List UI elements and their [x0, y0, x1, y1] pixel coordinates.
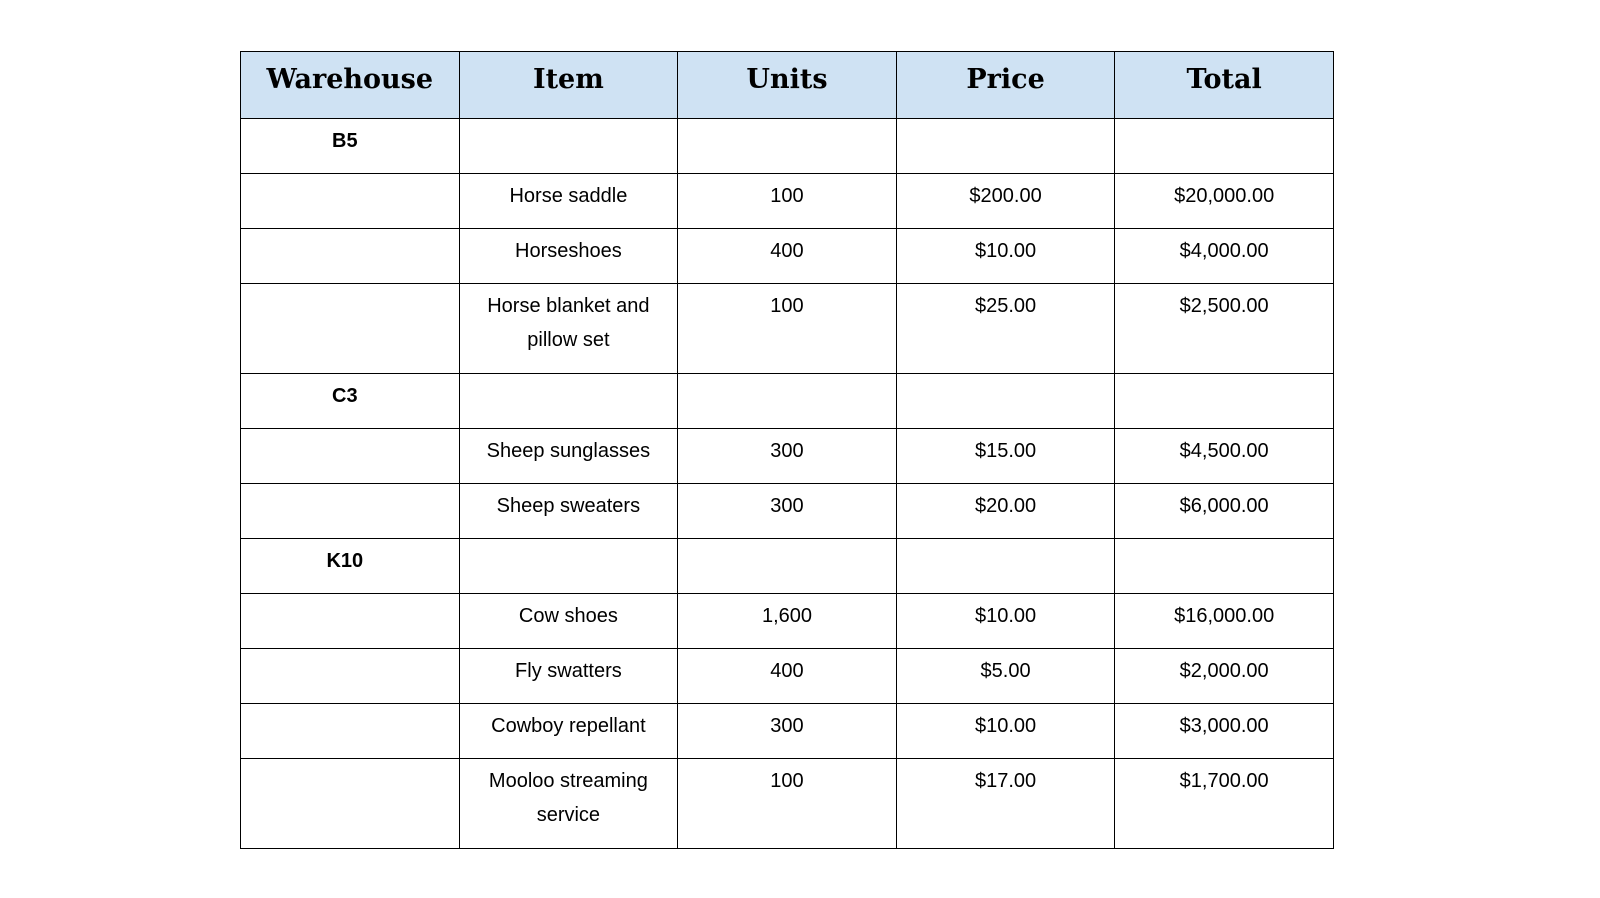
- item-cell: Horseshoes: [459, 229, 678, 284]
- warehouse-cell: [241, 429, 460, 484]
- item-cell: [459, 119, 678, 174]
- table-row: [241, 759, 1334, 849]
- header-total: Total: [1115, 52, 1334, 119]
- warehouse-cell: B5: [241, 119, 460, 174]
- price-cell: [896, 119, 1115, 174]
- table-row: [241, 229, 1334, 284]
- item-cell: Horse saddle: [459, 174, 678, 229]
- table-row: [241, 704, 1334, 759]
- item-cell: [459, 284, 678, 374]
- units-cell: 400: [678, 229, 897, 284]
- price-cell: $10.00: [896, 229, 1115, 284]
- warehouse-cell: [241, 174, 460, 229]
- table-row: [241, 484, 1334, 539]
- total-cell: $16,000.00: [1115, 594, 1334, 649]
- price-cell: $25.00: [896, 284, 1115, 374]
- units-cell: 300: [678, 704, 897, 759]
- table-row: [241, 429, 1334, 484]
- table-row: [241, 119, 1334, 174]
- total-cell: $4,000.00: [1115, 229, 1334, 284]
- warehouse-cell: [241, 284, 460, 374]
- total-cell: $6,000.00: [1115, 484, 1334, 539]
- units-cell: 100: [678, 759, 897, 849]
- inventory-table: [240, 51, 1334, 849]
- total-cell: $20,000.00: [1115, 174, 1334, 229]
- item-cell-text: Horse blanket and pillow set: [487, 295, 650, 351]
- total-cell: $2,500.00: [1115, 284, 1334, 374]
- item-cell: Sheep sweaters: [459, 484, 678, 539]
- units-cell: 400: [678, 649, 897, 704]
- price-cell: $10.00: [896, 704, 1115, 759]
- header-item: Item: [459, 52, 678, 119]
- total-cell: $3,000.00: [1115, 704, 1334, 759]
- table-row: [241, 594, 1334, 649]
- price-cell: $10.00: [896, 594, 1115, 649]
- header-warehouse: Warehouse: [241, 52, 460, 119]
- price-cell: [896, 374, 1115, 429]
- item-cell-text: Mooloo streaming service: [488, 770, 648, 826]
- table-row: [241, 374, 1334, 429]
- price-cell: $17.00: [896, 759, 1115, 849]
- warehouse-cell: [241, 594, 460, 649]
- total-cell: [1115, 119, 1334, 174]
- total-cell: [1115, 539, 1334, 594]
- warehouse-cell: [241, 484, 460, 539]
- warehouse-cell: K10: [241, 539, 460, 594]
- table-row: [241, 539, 1334, 594]
- item-cell: [459, 539, 678, 594]
- warehouse-cell: [241, 704, 460, 759]
- units-cell: 300: [678, 484, 897, 539]
- price-cell: $200.00: [896, 174, 1115, 229]
- units-cell: [678, 119, 897, 174]
- table-header-row: [241, 52, 1334, 119]
- warehouse-cell: [241, 229, 460, 284]
- header-units: Units: [678, 52, 897, 119]
- total-cell: $2,000.00: [1115, 649, 1334, 704]
- units-cell: 1,600: [678, 594, 897, 649]
- total-cell: $1,700.00: [1115, 759, 1334, 849]
- item-cell: Cow shoes: [459, 594, 678, 649]
- units-cell: [678, 374, 897, 429]
- item-cell: Fly swatters: [459, 649, 678, 704]
- units-cell: 100: [678, 284, 897, 374]
- price-cell: [896, 539, 1115, 594]
- header-price: Price: [896, 52, 1115, 119]
- total-cell: [1115, 374, 1334, 429]
- units-cell: 300: [678, 429, 897, 484]
- price-cell: $20.00: [896, 484, 1115, 539]
- table-row: [241, 284, 1334, 374]
- warehouse-cell: [241, 759, 460, 849]
- item-cell: [459, 374, 678, 429]
- units-cell: 100: [678, 174, 897, 229]
- price-cell: $5.00: [896, 649, 1115, 704]
- units-cell: [678, 539, 897, 594]
- price-cell: $15.00: [896, 429, 1115, 484]
- warehouse-cell: C3: [241, 374, 460, 429]
- table-row: [241, 174, 1334, 229]
- total-cell: $4,500.00: [1115, 429, 1334, 484]
- warehouse-cell: [241, 649, 460, 704]
- table-row: [241, 649, 1334, 704]
- item-cell: Sheep sunglasses: [459, 429, 678, 484]
- item-cell: Cowboy repellant: [459, 704, 678, 759]
- item-cell: [459, 759, 678, 849]
